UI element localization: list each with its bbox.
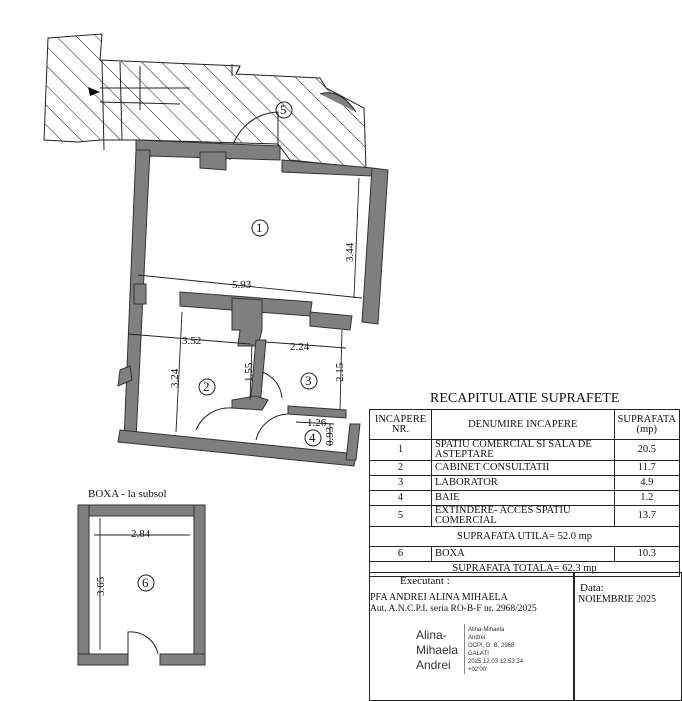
total-area: SUPRAFATA TOTALA= 62.3 mp	[370, 562, 680, 577]
room-3-number: 3	[305, 373, 312, 388]
room-1-number: 1	[256, 220, 263, 235]
executant-name: PFA ANDREI ALINA MIHAELA	[370, 592, 508, 603]
executant-label: Executant :	[400, 575, 450, 587]
col-header-nr: INCAPERE NR.	[370, 410, 432, 440]
row-area: 13.7	[614, 506, 679, 527]
table-row	[370, 476, 680, 491]
util-row	[370, 527, 680, 547]
dim-h4: 0.93	[324, 426, 336, 446]
table-row	[370, 440, 680, 461]
table-row	[370, 547, 680, 562]
dim-w3: 2.24	[290, 341, 310, 353]
signature-divider	[464, 624, 465, 674]
dim-h6: 3.65	[95, 576, 107, 596]
row-area: 20.5	[614, 440, 679, 461]
row-nr: 1	[370, 440, 432, 461]
row-name: LABORATOR	[432, 476, 615, 491]
row-area: 4.9	[614, 476, 679, 491]
signature-name-line: Andrei	[416, 658, 451, 672]
col-header-area-unit: (mp)	[636, 423, 657, 435]
row-area: 11.7	[614, 461, 679, 476]
dim-w2: 3.52	[182, 335, 202, 347]
room-6-number: 6	[142, 575, 149, 590]
col-header-area	[614, 410, 679, 440]
executant-auth: Aut. A.N.C.P.I. seria RO-B-F nr. 2968/2025	[370, 604, 537, 614]
signature-name-line: Alina-	[416, 628, 447, 642]
signature-name	[416, 628, 458, 673]
row-name: CABINET CONSULTATII	[432, 461, 615, 476]
table-row	[370, 491, 680, 506]
row-area: 1.2	[614, 491, 679, 506]
row-name: BAIE	[432, 491, 615, 506]
room-4-number: 4	[309, 430, 316, 445]
row-area: 10.3	[614, 547, 679, 562]
row-nr: 4	[370, 491, 432, 506]
dim-h2: 3.24	[169, 368, 181, 388]
room-2-number: 2	[203, 379, 210, 394]
row-nr: 3	[370, 476, 432, 491]
row-name: EXTINDERE- ACCES SPATIU COMERCIAL	[432, 506, 615, 527]
signature-details	[468, 626, 523, 674]
walls	[118, 140, 388, 466]
signature-name-line: Mihaela	[416, 643, 459, 657]
col-header-name: DENUMIRE INCAPERE	[432, 410, 615, 440]
dim-line-h1	[354, 178, 359, 298]
row-nr: 2	[370, 461, 432, 476]
signature-detail-line: 2025.12.03 12:53:34	[468, 659, 524, 665]
row-name: SPATIU COMERCIAL SI SALA DE ASTEPTARE	[432, 440, 615, 461]
signature-detail-line: GALATI	[468, 651, 489, 657]
dim-d2: 1.55	[243, 362, 255, 382]
recap-title: RECAPITULATIE SUPRAFETE	[430, 391, 620, 406]
col-header-area-label: SUPRAFATA	[617, 413, 676, 425]
signature-detail-line: Andrei	[468, 635, 486, 641]
boxa-label: BOXA - la subsol	[88, 488, 167, 500]
dim-h1: 3.44	[344, 242, 356, 262]
dim-w6: 2.84	[131, 528, 151, 540]
table-header-row	[370, 410, 680, 440]
row-name: BOXA	[432, 547, 615, 562]
room-5-number: 5	[280, 102, 287, 117]
signature-detail-line: Alina-Mihaela	[468, 627, 505, 633]
dim-w4: 1.26	[307, 417, 327, 429]
dim-h3: 2.15	[334, 362, 346, 382]
date-value: NOIEMBRIE 2025	[578, 594, 657, 605]
util-area: SUPRAFATA UTILA= 52.0 mp	[370, 527, 680, 547]
signature-detail-line: +02'00'	[468, 667, 488, 673]
recap-table	[369, 409, 680, 577]
date-label: Data:	[580, 582, 604, 594]
signature-detail-line: OCPI, D. B, 2968	[468, 643, 515, 649]
row-nr: 6	[370, 547, 432, 562]
row-nr: 5	[370, 506, 432, 527]
table-row	[370, 461, 680, 476]
table-row	[370, 506, 680, 527]
dim-w1: 5.93	[232, 279, 252, 291]
